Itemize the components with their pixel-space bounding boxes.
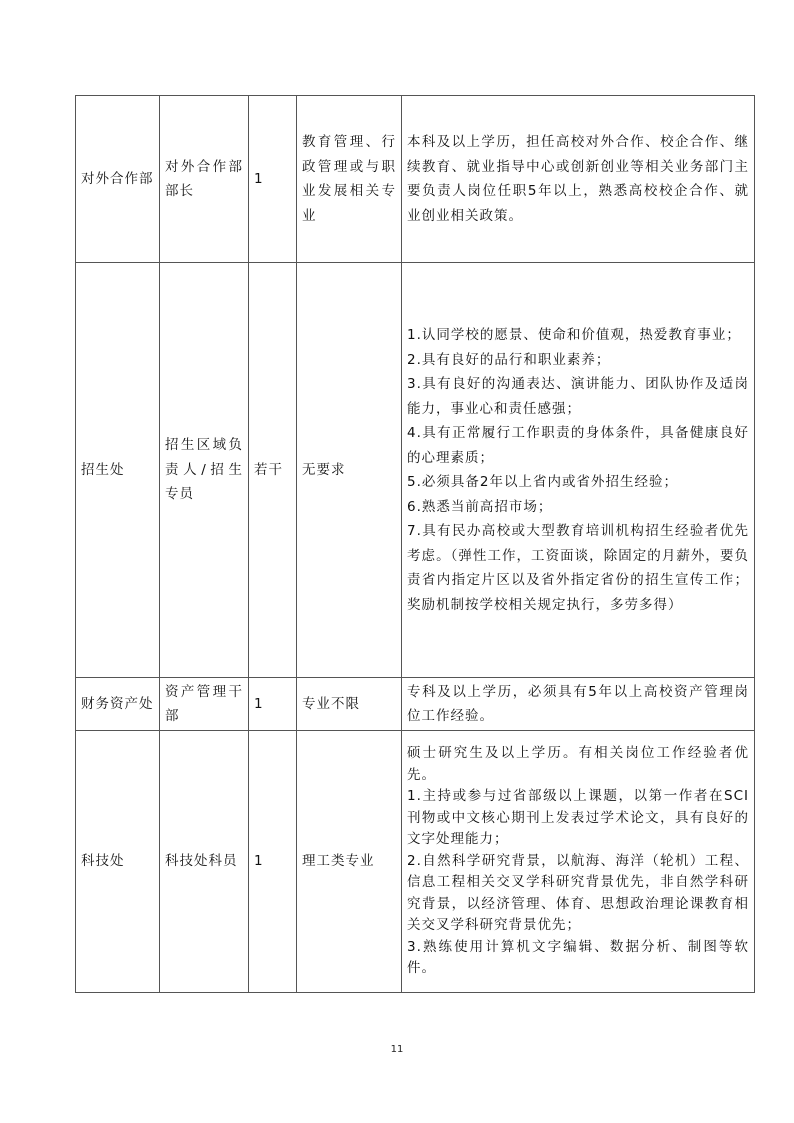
position-cell: 科技处科员 (160, 731, 249, 993)
requirement-line: 硕士研究生及以上学历。有相关岗位工作经验者优先。 (407, 745, 749, 783)
requirement-line: 3.具有良好的沟通表达、演讲能力、团队协作及适岗能力，事业心和责任感强； (407, 376, 749, 417)
count-cell: 1 (249, 678, 297, 731)
department-cell: 对外合作部 (76, 96, 160, 263)
position-cell: 对外合作部部长 (160, 96, 249, 263)
requirements-cell (402, 678, 755, 731)
requirements-cell (402, 263, 755, 678)
requirement-line: 专科及以上学历，必须具有5年以上高校资产管理岗位工作经验。 (407, 683, 749, 724)
count-cell: 1 (249, 731, 297, 993)
table-row (76, 678, 755, 731)
requirement-line: 6.熟悉当前高招市场； (407, 498, 553, 515)
requirement-line: 本科及以上学历，担任高校对外合作、校企合作、继续教育、就业指导中心或创新创业等相关业务部门主要负责人岗位任职5年以上，熟悉高校校企合作、就业创业相关政策。 (407, 134, 749, 224)
table-row (76, 96, 755, 263)
position-cell: 资产管理干部 (160, 678, 249, 731)
table-row (76, 731, 755, 993)
requirement-line: 2.自然科学研究背景，以航海、海洋（轮机）工程、信息工程相关交叉学科研究背景优先，非自然学科研究背景，以经济管理、体育、思想政治理论课教育相关交叉学科研究背景优先； (407, 852, 749, 934)
major-cell: 无要求 (297, 263, 402, 678)
requirement-line: 1.主持或参与过省部级以上课题，以第一作者在SCI刊物或中文核心期刊上发表过学术论文，具有良好的文字处理能力； (407, 788, 749, 848)
department-cell: 财务资产处 (76, 678, 160, 731)
requirement-line: 7.具有民办高校或大型教育培训机构招生经验者优先考虑。（弹性工作，工资面谈，除固定的月薪外，要负责省内指定片区以及省外指定省份的招生宣传工作；奖励机制按学校相关规定执行，多劳多得） (407, 523, 749, 613)
major-cell: 理工类专业 (297, 731, 402, 993)
department-cell: 招生处 (76, 263, 160, 678)
position-cell: 招生区域负责人/招生专员 (160, 263, 249, 678)
page-number: 11 (390, 1044, 404, 1055)
major-cell: 专业不限 (297, 678, 402, 731)
requirement-line: 4.具有正常履行工作职责的身体条件，具备健康良好的心理素质； (407, 425, 749, 466)
requirement-line: 5.必须具备2年以上省内或省外招生经验； (407, 474, 678, 490)
requirement-line: 1.认同学校的愿景、使命和价值观，热爱教育事业； (407, 327, 741, 343)
major-cell: 教育管理、行政管理或与职业发展相关专业 (297, 96, 402, 263)
requirements-cell (402, 731, 755, 993)
requirement-line: 3.熟练使用计算机文字编辑、数据分析、制图等软件。 (407, 938, 749, 977)
recruitment-table (75, 95, 755, 993)
requirement-line: 2.具有良好的品行和职业素养； (407, 351, 611, 368)
count-cell: 若干 (249, 263, 297, 678)
requirements-cell (402, 96, 755, 263)
count-cell: 1 (249, 96, 297, 263)
department-cell: 科技处 (76, 731, 160, 993)
table-row (76, 263, 755, 678)
